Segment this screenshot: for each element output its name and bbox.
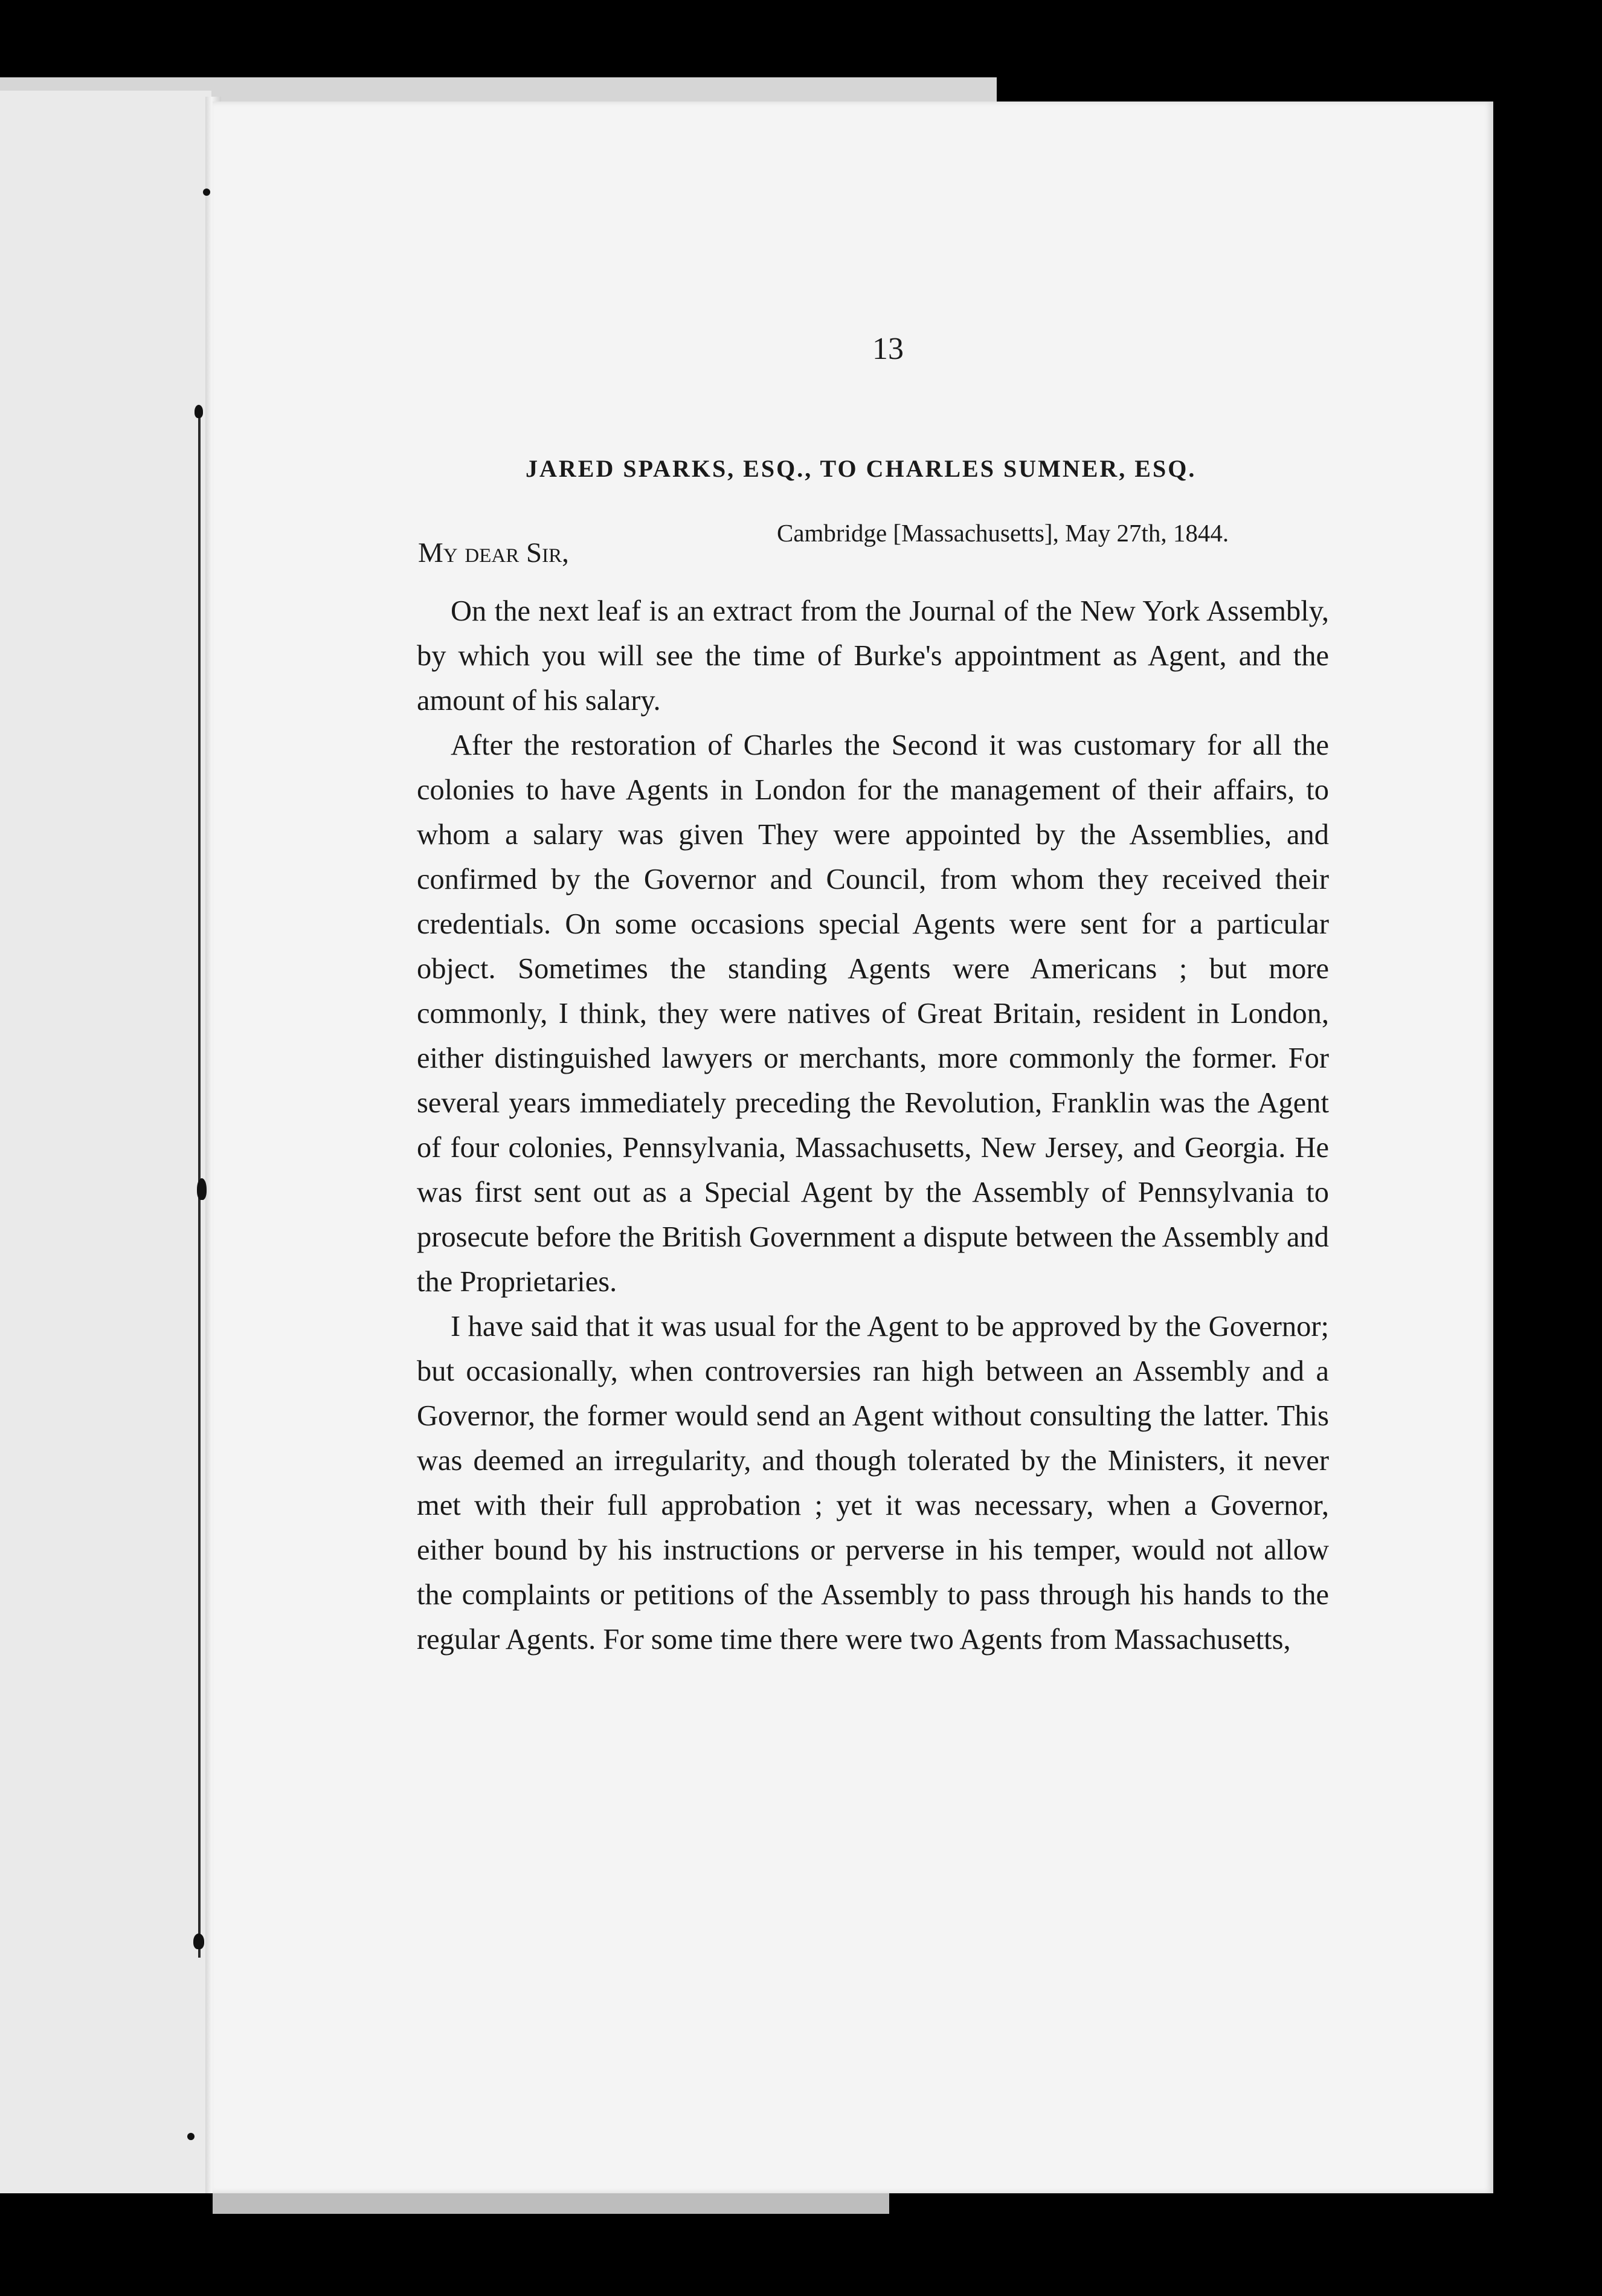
page-number: 13 <box>872 332 904 366</box>
letter-dateline: Cambridge [Massachusetts], May 27th, 1844. <box>777 519 1229 547</box>
binding-knot <box>193 1933 204 1949</box>
body-paragraph: After the restoration of Charles the Second it was customary for all the colonies to have Agents in London for the management of their affairs, to whom a salary was given They were appointed by the Assemblies, and confirmed by the Governor and Council, from whom they received their credentials. On some occasions special Agents were sent for a particular object. Sometimes the standing Agents were Americans ; but more commonly, I think, they were natives of Great Britain, resident in London, either distinguished lawyers or merchants, more commonly the former. For several years immediately preceding the Revolution, Franklin was the Agent of four colonies, Pennsylvania, Massachusetts, New Jersey, and Georgia. He was first sent out as a Special Agent by the Assembly of Pennsylvania to prosecute before the British Government a dispute between the Assembly and the Proprietaries. <box>417 729 1329 1298</box>
letter-heading: JARED SPARKS, ESQ., TO CHARLES SUMNER, ESQ. <box>526 455 1197 482</box>
binding-knot <box>195 405 203 418</box>
body-paragraph: I have said that it was usual for the Agent to be approved by the Governor; but occasionally, when controversies ran high between an Assembly and a Governor, the former would send an Agent without consulting the latter. This was deemed an irregularity, and though tolerated by the Ministers, it never met with their full approbation ; yet it was necessary, when a Governor, either bound by his instructions or perverse in his temper, would not allow the complaints or petitions of the Assembly to pass through his hands to the regular Agents. For some time there were two Agents from Massachusetts, <box>417 1311 1329 1656</box>
letter-salutation: My dear Sir, <box>418 537 569 569</box>
previous-page-edge <box>0 91 211 2193</box>
body-paragraph: On the next leaf is an extract from the Journal of the New York Assembly, by which you will see the time of Burke's appointment as Agent, and the amount of his salary. <box>417 595 1329 717</box>
spine-mark <box>203 189 210 196</box>
spine-mark <box>187 2133 195 2140</box>
letter-body <box>417 589 1329 1662</box>
binding-knot <box>197 1178 207 1200</box>
page-bottom-edge <box>213 2193 889 2214</box>
